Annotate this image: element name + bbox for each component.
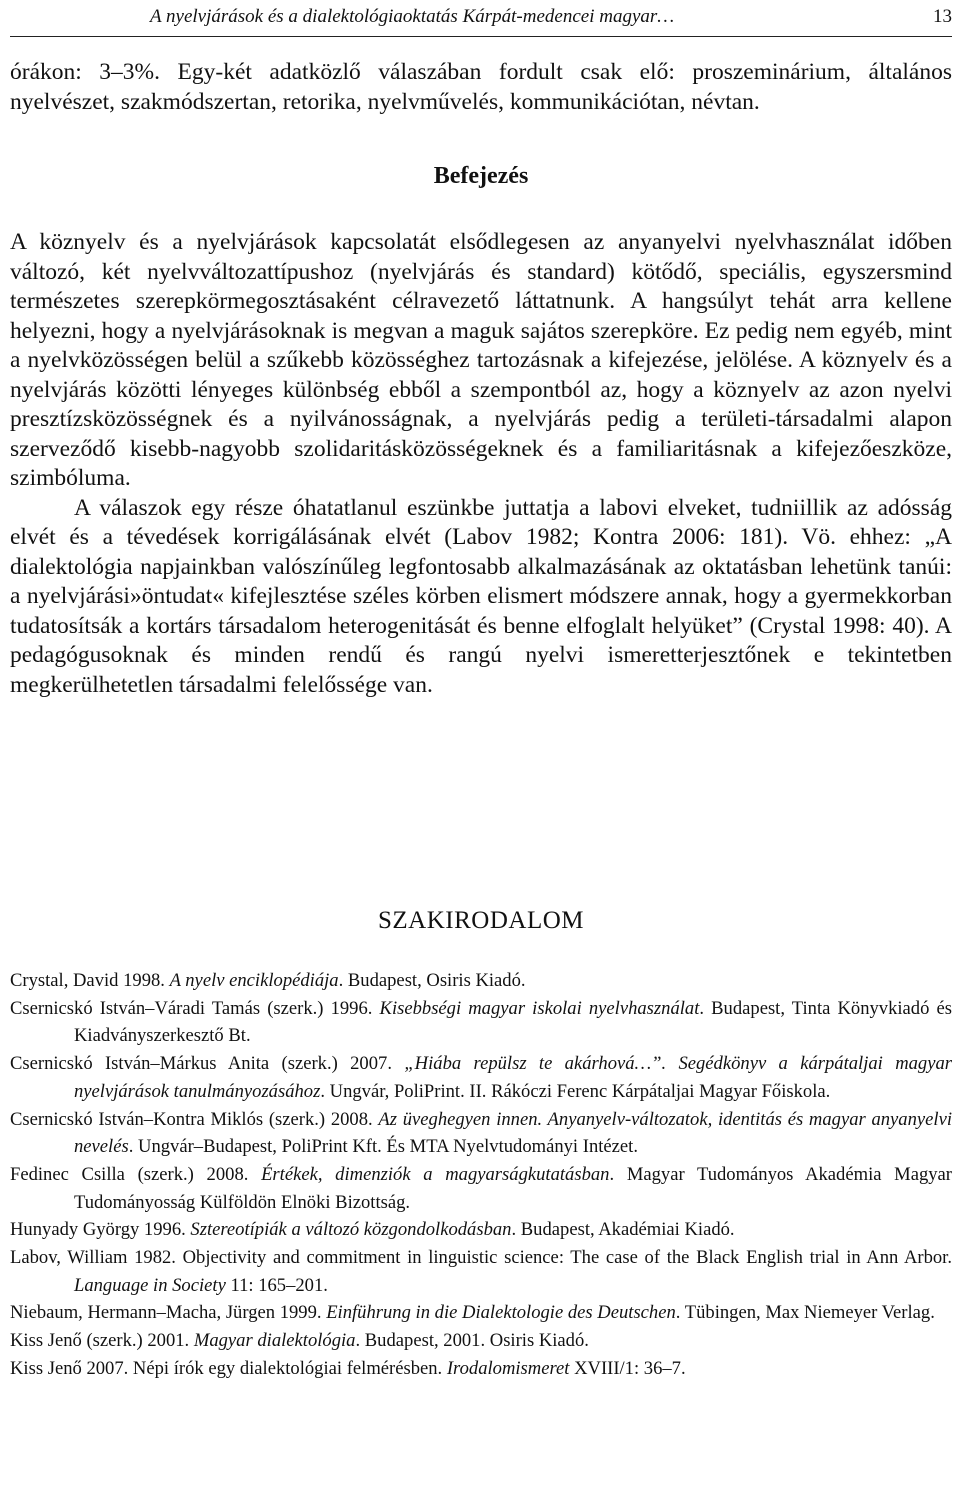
running-header — [10, 2, 952, 37]
references-heading: SZAKIRODALOM — [378, 907, 584, 934]
reference-item: Labov, William 1982. Objectivity and commitment in linguistic science: The case of the Black English trial in Ann Arbor. Language in Society 11: 165–201. — [10, 1247, 952, 1296]
reference-item: Fedinec Csilla (szerk.) 2008. Értékek, dimenziók a magyarságkutatásban. Magyar Tudományos Akadémia Magyar Tudományosság Külföldön Elnöki Bizottság. — [10, 1163, 952, 1213]
page-number: 13 — [933, 6, 952, 27]
conclusion-paragraph-2: A válaszok egy része óhatatlanul eszünkbe juttatja a labovi elveket, tudniillik az adósság elvét és a tévedések korrigálásának elvét (Labov 1982; Kontra 2006: 181). Vö. ehhez: „A dialektológia napjainkban valószínűleg legfontosabb alkalmazásának az oktatásban lehetünk tanúi: a nyelvjárási»öntudat« kifejlesztése széles körben elismert módszere annak, hogy a gyermekkorban tudatosítsák a kortárs társadalom heterogenitását és benne elfoglalt helyüket” (Crystal 1998: 40). A pedagógusoknak és minden rendű és rangú nyelvi ismeretterjesztőnek e tekintetben megkerülhetetlen társadalmi felelőssége van. — [10, 494, 952, 698]
intro-paragraph: órákon: 3–3%. Egy-két adatközlő válaszában fordult csak elő: proszeminárium, általános nyelvészet, szakmódszertan, retorika, nyelvművelés, kommunikációtan, névtan. — [10, 59, 952, 115]
reference-item: Hunyady György 1996. Sztereotípiák a változó közgondolkodásban. Budapest, Akadémiai Kiadó. — [10, 1219, 735, 1241]
reference-item: Csernicskó István–Kontra Miklós (szerk.) 2008. Az üveghegyen innen. Anyanyelv-változatok, identitás és magyar anyanyelvi nevelés. Ungvár–Budapest, PoliPrint Kft. És MTA Nyelvtudományi Intézet. — [10, 1108, 952, 1158]
reference-item: Niebaum, Hermann–Macha, Jürgen 1999. Einführung in die Dialektologie des Deutschen. Tübingen, Max Niemeyer Verlag. — [10, 1302, 935, 1324]
reference-item: Kiss Jenő (szerk.) 2001. Magyar dialektológia. Budapest, 2001. Osiris Kiadó. — [10, 1330, 589, 1352]
conclusion-paragraph-1: A köznyelv és a nyelvjárások kapcsolatát elsődlegesen az anyanyelvi nyelvhasználat időben változó, két nyelvváltozattípushoz (nyelvjárás és standard) kötődő, speciális, egyszersmind természetes szerepkörmegosztásaként célravezető láttatnunk. A hangsúlyt tehát arra kellene helyezni, hogy a nyelvjárásoknak is megvan a maguk sajátos szerepköre. Ez pedig nem egyéb, mint a nyelvközösségen belül a szűkebb közösséghez tartozásnak a kifejezése, jelölése. A köznyelv és a nyelvjárás közötti lényeges különbség ebből a szempontból az, hogy a köznyelv az azon nyelvi presztízsközösségnek és a nyilvánosságnak, a nyelvjárás pedig a területi-társadalmi alapon szerveződő kisebb-nagyobb szolidaritásközösségeknek és a familiaritásnak a kifejezőeszköze, szimbóluma. — [10, 229, 952, 491]
running-header-title: A nyelvjárások és a dialektológiaoktatás Kárpát-medencei magyar… — [150, 6, 675, 27]
reference-item: Csernicskó István–Márkus Anita (szerk.) 2007. „Hiába repülsz te akárhová…”. Segédkönyv a kárpátaljai magyar nyelvjárások tanulmányozásához. Ungvár, PoliPrint. II. Rákóczi Ferenc Kárpátaljai Magyar Főiskola. — [10, 1053, 953, 1102]
reference-item: Kiss Jenő 2007. Népi írók egy dialektológiai felmérésben. Irodalomismeret XVIII/1: 36–7. — [10, 1357, 686, 1379]
references-list — [10, 967, 952, 1383]
reference-item: Csernicskó István–Váradi Tamás (szerk.) 1996. Kisebbségi magyar iskolai nyelvhasználat. Budapest, Tinta Könyvkiadó és Kiadványszerkesztő Bt. — [10, 997, 952, 1047]
body-text — [10, 58, 952, 700]
reference-item: Crystal, David 1998. A nyelv enciklopédiája. Budapest, Osiris Kiadó. — [10, 970, 526, 991]
section-title: Befejezés — [433, 163, 529, 189]
